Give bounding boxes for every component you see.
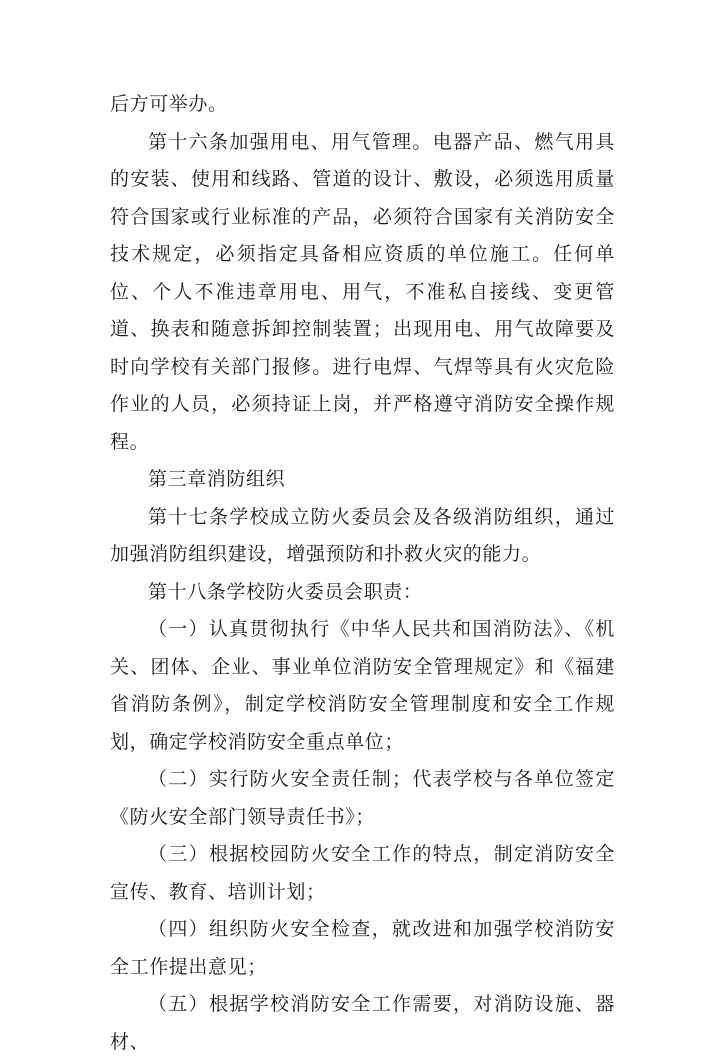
article-18-item-5: （五）根据学校消防安全工作需要，对消防设施、器材、 bbox=[110, 993, 615, 1053]
document-body bbox=[110, 86, 615, 1061]
article-18-item-1: （一）认真贯彻执行《中华人民共和国消防法》、《机关、团体、企业、事业单位消防安全管理规定》和《福建省消防条例》，制定学校消防安全管理制度和安全工作规划，确定学校消防安全重点单位； bbox=[110, 618, 615, 753]
article-18-item-2: （二）实行防火安全责任制；代表学校与各单位签定《防火安全部门领导责任书》； bbox=[110, 768, 615, 828]
paragraph-continuation: 后方可举办。 bbox=[110, 93, 228, 115]
chapter-3-heading: 第三章消防组织 bbox=[148, 468, 286, 490]
article-17: 第十七条学校成立防火委员会及各级消防组织，通过加强消防组织建设，增强预防和扑救火灾的能力。 bbox=[110, 505, 615, 565]
article-18-item-4: （四）组织防火安全检查，就改进和加强学校消防安全工作提出意见； bbox=[110, 918, 615, 978]
article-16: 第十六条加强用电、用气管理。电器产品、燃气用具的安装、使用和线路、管道的设计、敷设，必须选用质量符合国家或行业标准的产品，必须符合国家有关消防安全技术规定，必须指定具备相应资质的单位施工。任何单位、个人不准违章用电、用气，不准私自接线、变更管道、换表和随意拆卸控制装置；出现用电、用气故障要及时向学校有关部门报修。进行电焊、气焊等具有火灾危险作业的人员，必须持证上岗，并严格遵守消防安全操作规程。 bbox=[110, 130, 615, 453]
article-18-item-3: （三）根据校园防火安全工作的特点，制定消防安全宣传、教育、培训计划； bbox=[110, 843, 615, 903]
article-18: 第十八条学校防火委员会职责： bbox=[148, 580, 423, 603]
